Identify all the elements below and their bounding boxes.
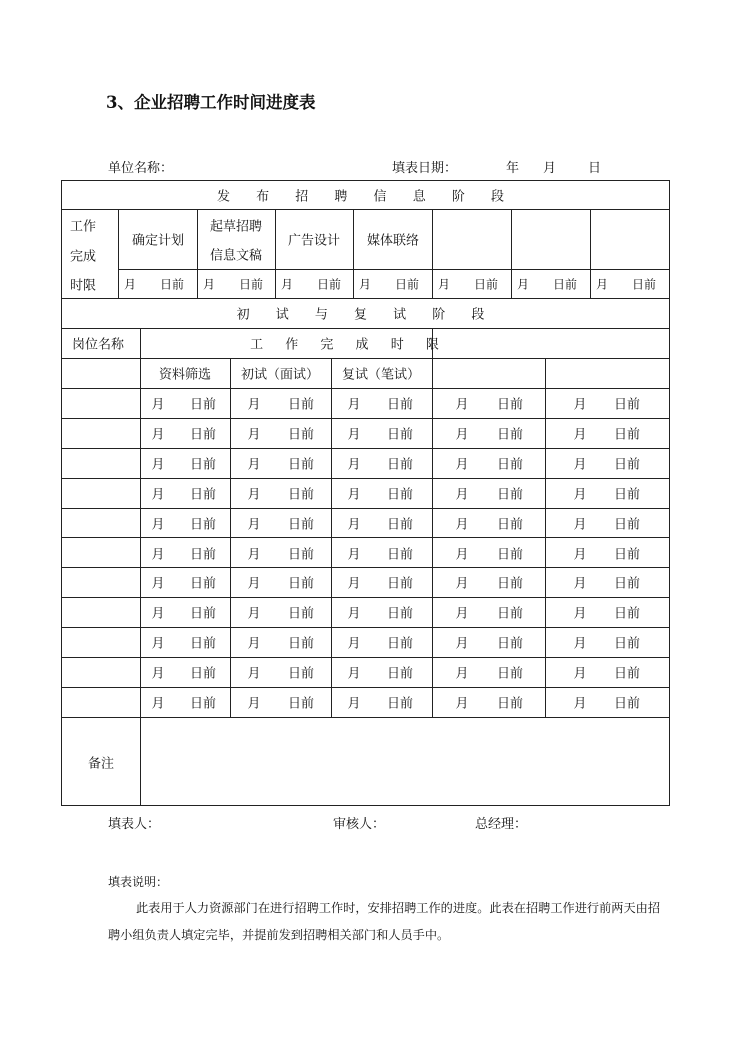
- interview-date-day: 日前: [287, 547, 315, 562]
- interview-date-month: 月: [247, 606, 261, 622]
- publish-date-day: 日前: [238, 277, 264, 292]
- interview-date-month: 月: [455, 517, 469, 533]
- interview-date-day: 日前: [613, 666, 641, 682]
- interview-date-day: 日前: [613, 397, 641, 413]
- interview-date-month: 月: [455, 397, 469, 413]
- interview-date-month: 月: [573, 397, 587, 413]
- interview-date-day: 日前: [287, 457, 315, 473]
- interview-date-day: 日前: [287, 666, 315, 682]
- interview-date-day: 日前: [613, 606, 641, 622]
- publish-date-month: 月: [123, 277, 137, 292]
- month-label: 月: [543, 161, 557, 176]
- notes-body: 此表用于人力资源部门在进行招聘工作时，安排招聘工作的进度。此表在招聘工作进行前两天由招聘小组负责人填定完毕，并提前发到招聘相关部门和人员手中。: [108, 901, 661, 942]
- interview-date-day: 日前: [496, 666, 524, 682]
- section-interview-title: 初 试 与 复 试 阶 段: [236, 307, 496, 323]
- col-first-interview: 初试（面试）: [240, 367, 320, 383]
- interview-date-day: 日前: [287, 427, 315, 443]
- interview-date-month: 月: [347, 696, 361, 712]
- interview-date-month: 月: [347, 576, 361, 592]
- interview-date-month: 月: [151, 487, 165, 503]
- interview-date-day: 日前: [496, 457, 524, 473]
- interview-date-month: 月: [151, 666, 165, 682]
- interview-date-month: 月: [347, 666, 361, 682]
- interview-date-day: 日前: [613, 636, 641, 652]
- interview-date-day: 日前: [613, 547, 641, 562]
- interview-date-day: 日前: [386, 636, 414, 652]
- filler-label: 填表人：: [108, 817, 161, 832]
- interview-date-day: 日前: [287, 696, 315, 712]
- interview-date-month: 月: [455, 427, 469, 443]
- interview-date-month: 月: [455, 606, 469, 622]
- interview-date-day: 日前: [386, 487, 414, 503]
- interview-date-day: 日前: [189, 666, 217, 682]
- interview-date-month: 月: [151, 517, 165, 533]
- interview-date-month: 月: [247, 636, 261, 652]
- interview-date-day: 日前: [496, 427, 524, 443]
- col-draft-line1: 起草招聘: [209, 219, 263, 235]
- interview-date-day: 日前: [613, 517, 641, 533]
- interview-date-month: 月: [347, 487, 361, 503]
- interview-date-day: 日前: [189, 636, 217, 652]
- row-label-line1: 工作: [69, 219, 97, 235]
- publish-date-month: 月: [595, 277, 609, 292]
- interview-date-day: 日前: [496, 517, 524, 533]
- col-plan: 确定计划: [131, 233, 185, 249]
- publish-date-month: 月: [358, 277, 372, 292]
- unit-name-label: 单位名称：: [108, 161, 174, 176]
- interview-date-month: 月: [573, 457, 587, 473]
- interview-date-day: 日前: [189, 606, 217, 622]
- interview-date-month: 月: [347, 547, 361, 562]
- interview-date-month: 月: [151, 427, 165, 443]
- interview-date-month: 月: [455, 666, 469, 682]
- year-label: 年: [506, 161, 520, 176]
- interview-date-day: 日前: [189, 487, 217, 503]
- interview-date-day: 日前: [613, 457, 641, 473]
- interview-date-month: 月: [455, 457, 469, 473]
- interview-date-day: 日前: [287, 576, 315, 592]
- publish-date-month: 月: [280, 277, 294, 292]
- interview-date-day: 日前: [613, 427, 641, 443]
- interview-date-month: 月: [151, 606, 165, 622]
- interview-date-day: 日前: [386, 606, 414, 622]
- interview-date-day: 日前: [287, 487, 315, 503]
- interview-date-day: 日前: [189, 576, 217, 592]
- publish-date-day: 日前: [316, 277, 342, 292]
- interview-date-day: 日前: [496, 576, 524, 592]
- interview-date-month: 月: [347, 457, 361, 473]
- interview-date-month: 月: [573, 487, 587, 503]
- interview-date-month: 月: [151, 457, 165, 473]
- interview-date-day: 日前: [386, 576, 414, 592]
- interview-date-month: 月: [247, 576, 261, 592]
- interview-date-month: 月: [247, 487, 261, 503]
- time-limit-label: 工 作 完 成 时 限: [250, 337, 448, 353]
- interview-date-month: 月: [151, 636, 165, 652]
- section-publish-title: 发 布 招 聘 信 息 阶 段: [217, 189, 515, 205]
- interview-date-month: 月: [455, 636, 469, 652]
- reviewer-label: 审核人：: [333, 817, 386, 832]
- interview-date-month: 月: [151, 397, 165, 413]
- notes-heading: 填表说明：: [108, 875, 169, 889]
- fill-date-label: 填表日期：: [392, 161, 458, 176]
- interview-date-day: 日前: [496, 636, 524, 652]
- interview-date-month: 月: [573, 666, 587, 682]
- interview-date-day: 日前: [287, 517, 315, 533]
- interview-date-month: 月: [455, 576, 469, 592]
- interview-date-month: 月: [573, 606, 587, 622]
- interview-date-month: 月: [151, 547, 165, 562]
- interview-date-day: 日前: [386, 517, 414, 533]
- interview-date-day: 日前: [386, 427, 414, 443]
- interview-date-month: 月: [455, 696, 469, 712]
- interview-date-month: 月: [247, 397, 261, 413]
- publish-date-day: 日前: [473, 277, 499, 292]
- row-label-line3: 时限: [69, 278, 97, 294]
- row-label-line2: 完成: [69, 249, 97, 265]
- interview-date-day: 日前: [287, 636, 315, 652]
- publish-date-day: 日前: [159, 277, 185, 292]
- interview-date-day: 日前: [613, 576, 641, 592]
- interview-date-day: 日前: [287, 606, 315, 622]
- publish-date-day: 日前: [631, 277, 657, 292]
- publish-date-month: 月: [437, 277, 451, 292]
- interview-date-month: 月: [347, 397, 361, 413]
- interview-date-month: 月: [573, 576, 587, 592]
- interview-date-day: 日前: [189, 547, 217, 562]
- interview-date-month: 月: [247, 547, 261, 562]
- interview-date-day: 日前: [189, 397, 217, 413]
- interview-date-month: 月: [347, 606, 361, 622]
- interview-date-month: 月: [151, 576, 165, 592]
- page-title: 3、企业招聘工作时间进度表: [106, 93, 316, 112]
- interview-date-day: 日前: [189, 696, 217, 712]
- col-ad-design: 广告设计: [287, 233, 341, 249]
- interview-date-month: 月: [347, 517, 361, 533]
- interview-date-day: 日前: [386, 666, 414, 682]
- interview-date-day: 日前: [496, 397, 524, 413]
- interview-date-day: 日前: [189, 457, 217, 473]
- interview-date-day: 日前: [386, 397, 414, 413]
- interview-date-month: 月: [151, 696, 165, 712]
- manager-label: 总经理：: [475, 817, 528, 832]
- interview-date-day: 日前: [287, 397, 315, 413]
- interview-date-month: 月: [573, 427, 587, 443]
- interview-date-day: 日前: [189, 517, 217, 533]
- interview-date-month: 月: [573, 547, 587, 562]
- schedule-table: [61, 180, 670, 806]
- interview-date-month: 月: [347, 427, 361, 443]
- interview-date-month: 月: [573, 517, 587, 533]
- interview-date-day: 日前: [496, 606, 524, 622]
- interview-date-month: 月: [347, 636, 361, 652]
- publish-date-day: 日前: [394, 277, 420, 292]
- interview-date-day: 日前: [386, 696, 414, 712]
- interview-date-day: 日前: [613, 696, 641, 712]
- interview-date-month: 月: [247, 517, 261, 533]
- interview-date-month: 月: [455, 487, 469, 503]
- interview-date-month: 月: [573, 636, 587, 652]
- publish-date-month: 月: [202, 277, 216, 292]
- day-label: 日: [588, 161, 602, 176]
- interview-date-month: 月: [455, 547, 469, 562]
- col-media: 媒体联络: [366, 233, 420, 249]
- interview-date-month: 月: [573, 696, 587, 712]
- publish-date-day: 日前: [552, 277, 578, 292]
- interview-date-day: 日前: [386, 547, 414, 562]
- interview-date-day: 日前: [496, 487, 524, 503]
- interview-date-day: 日前: [386, 457, 414, 473]
- remarks-label: 备注: [87, 756, 115, 772]
- interview-date-month: 月: [247, 457, 261, 473]
- remarks-field[interactable]: [141, 718, 669, 805]
- post-name-label: 岗位名称: [71, 337, 125, 353]
- col-second-exam: 复试（笔试）: [341, 367, 421, 383]
- interview-date-month: 月: [247, 666, 261, 682]
- interview-date-day: 日前: [496, 547, 524, 562]
- interview-date-day: 日前: [189, 427, 217, 443]
- interview-date-day: 日前: [613, 487, 641, 503]
- col-draft-line2: 信息文稿: [209, 248, 263, 264]
- interview-date-month: 月: [247, 696, 261, 712]
- col-screening: 资料筛选: [158, 367, 212, 383]
- interview-date-day: 日前: [496, 696, 524, 712]
- publish-date-month: 月: [516, 277, 530, 292]
- interview-date-month: 月: [247, 427, 261, 443]
